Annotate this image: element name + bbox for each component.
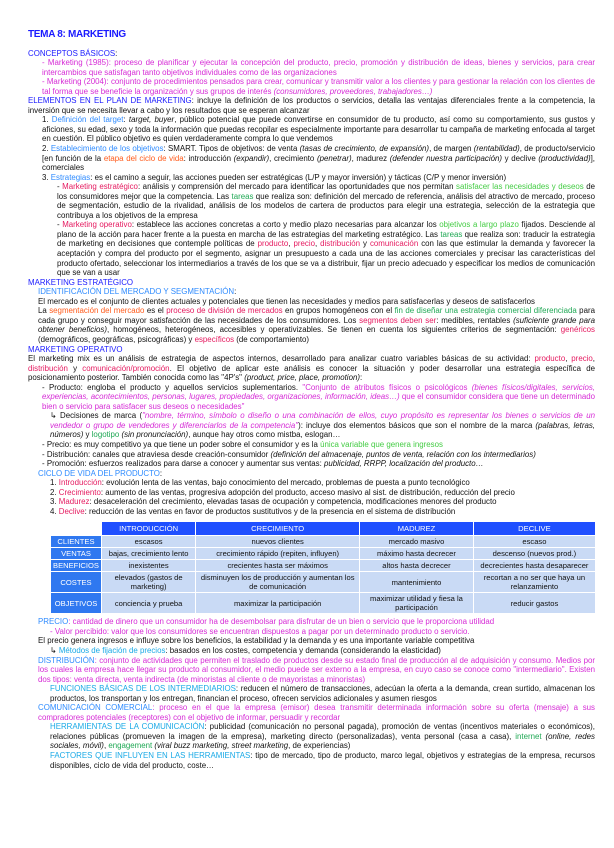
highlighted-text: CONCEPTOS BÁSICOS [28,48,116,58]
table-row-header: OBJETIVOS [51,593,101,613]
text-run: 4. [50,506,59,516]
text-run: : reducción de las ventas en favor de productos sustitutivos y de la presencia en el sistema de distribución [84,506,456,516]
text-run: - Producto: engloba el producto y aquellos servicios suplementarios. [42,382,303,392]
table-column-header: DECLIVE [474,522,595,535]
text-run: , [103,741,109,751]
table-cell: crecimiento rápido (repiten, influyen) [196,548,359,559]
text-run: (rentabilidad) [473,144,520,154]
text-run: 3. [50,497,59,507]
table-cell: escaso [474,536,595,547]
table-cell: elevados (gastos de marketing) [102,572,195,592]
paragraph [50,507,595,517]
highlighted-text: logotipo [91,430,120,440]
text-run: (online, redes sociales, móvil) [50,731,595,751]
table-cell: descenso (nuevos prod.) [474,548,595,559]
text-run: que realiza son: traducir la estrategia de marketing en decisiones que contemple políticas de [57,229,595,249]
paragraph [50,497,595,507]
highlighted-text: Marketing operativo [62,220,132,230]
text-run: : [123,115,129,125]
paragraph [50,751,595,770]
text-run: (defender nuestra participación) [389,153,503,163]
text-run: 3. [42,172,51,182]
text-run: (penetrar) [316,153,352,163]
text-run: : medibles, rentables [436,315,514,325]
text-run: y [83,430,92,440]
text-run: , aunque hay otros como mistba, eslogan… [188,430,341,440]
paragraph [57,182,595,220]
text-run: : [359,373,363,383]
highlighted-text: proceso de división de mercados [166,306,283,316]
text-run: . El objetivo de aplicar este análisis es conocer la situación y poder desarrollar una estrategia específica de posicionamiento posterior. También conocida como las "4P's" [28,363,595,383]
paragraph [42,77,595,96]
text-run: El precio genera ingresos e influye sobre los beneficios, la estabilidad y la demanda y es una importante variable competitiva [38,636,475,646]
text-run: (suficiente grande para obtener beneficios) [38,315,596,335]
paragraph [38,617,595,627]
text-run: y declive [502,153,539,163]
table-cell: maximizar la participación [196,593,359,613]
text-run: para cada grupo y conseguir mayor satisfacción de las necesidades de los consumidores. Los [38,306,595,325]
text-run: - [57,182,63,192]
document-title: TEMA 8: MARKETING [28,29,126,40]
text-run: El mercado es el conjunto de clientes actuales y potenciales que tienen las necesidades y medios para satisfacerlas y deseos de satisfacerlos [38,296,535,306]
text-run: : desaceleración del crecimiento, elevadas tasas de ocupación y competencia, modificaciones menores del producto [89,497,497,507]
highlighted-text: PRECIO [38,617,69,627]
paragraph [38,287,595,297]
table-cell: máximo hasta decrecer [360,548,473,559]
highlighted-text: "Conjunto de atributos físicos o psicológicos [302,382,472,392]
text-run: ↳ [50,645,59,655]
highlighted-text: única variable que genera ingresos [320,439,443,449]
text-run: , crecimiento [269,153,317,163]
highlighted-text: específicos [194,334,235,344]
table-cell: bajas, crecimiento lento [102,548,195,559]
table-column-header: CRECIMIENTO [196,522,359,535]
highlighted-text: ELEMENTOS EN EL PLAN DE MARKETING [28,96,192,106]
text-run: : [234,287,237,297]
text-run: - Distribución: canales que atraviesa desde creación-consumidor [42,449,271,459]
text-run: (tasas de crecimiento, de expansión) [299,144,430,154]
text-run: - [57,220,63,230]
paragraph [38,297,595,307]
text-run: , de experiencias) [288,741,351,751]
text-run: de los consumidores mejor que la competencia. Las [57,182,595,201]
table-column-header: INTRODUCCIÓN [102,522,195,535]
highlighted-text: (consumidores, proveedores, trabajadores…) [273,86,433,96]
paragraph [38,636,595,646]
text-run: que realiza son: definición del mercado de referencia, análisis del atractivo de mercado, proceso de segmentación, estudio de la rivalidad, análisis de los modelos de cartera de productos para elegir una estrategia, selección de la estrategia que contribuya a los objetivos de la empresa [57,191,595,220]
highlighted-text: Métodos de fijación de precios [58,645,166,655]
paragraph [42,173,595,183]
highlighted-text: - Valor percibido: valor que los consumidores se encuentran dispuestos a pagar por un determinado producto o servicio. [50,626,470,636]
highlighted-text: - Marketing (1985): proceso de planificar y ejecutar la concepción del producto, precio, promoción y distribución de ideas, bienes y servicios, para crear intercambios que satisfagan tanto objetivos individuales como de las organizaciones [42,58,595,77]
table-cell: mantenimiento [360,572,473,592]
highlighted-text: : cantidad de dinero que un consumidor ha de desembolsar para disfrutar de un bien o servicio que le proporciona utilidad [68,617,495,627]
table-row [51,548,595,559]
highlighted-text: Madurez [58,497,90,507]
paragraph [28,96,595,115]
highlighted-text: FACTORES QUE INFLUYEN EN LAS HERRAMIENTAS [50,751,251,760]
text-run: (productividad) [538,153,591,163]
highlighted-text: distribución [320,239,361,249]
text-run: 2. [50,487,59,497]
text-run: : [115,48,118,58]
highlighted-text: segmentación del mercado [49,306,145,316]
text-run: es el [144,306,167,316]
text-run: 1. [42,115,52,125]
text-run: : es el camino a seguir, las acciones pueden ser estratégicas (L/P y mayor inversión) y tácticas (C/P y menor inversión) [90,172,507,182]
paragraph [28,345,595,355]
text-run: ], comerciales [42,153,595,173]
highlighted-text: comunicación [369,239,419,249]
table-cell: inexistentes [102,560,195,571]
text-run: (expandir) [233,153,270,163]
paragraph [42,459,595,469]
text-run: La [38,306,50,316]
text-run: : [159,468,163,478]
table-column-header: MADUREZ [360,522,473,535]
table-cell: reducir gastos [474,593,595,613]
highlighted-text: Definición del target [51,115,124,125]
text-run: , madurez [351,153,390,163]
highlighted-text: Declive [58,506,85,516]
paragraph [42,115,595,144]
highlighted-text: Introducción [58,478,102,488]
table-cell: conciencia y prueba [102,593,195,613]
text-run: fijados. Desciende al plano de la acción para hacer frente a la puesta en marcha de las estrategias del marketing estratégico. Las [57,220,595,239]
paragraph [50,627,595,637]
table-cell: recortan a no ser que haya un relanzamiento [474,572,595,592]
highlighted-text: "nombre, término, símbolo o diseño o una combinación de ellos, cuyo propósito es representar los bienes o servicios de un vendedor o grupo de vendedores y diferenciarlos de la competencia" [50,411,595,430]
highlighted-text: : proceso en el que la empresa (emisor) desea transmitir determinada información sobre su oferta (mensaje) a sus compradores potenciales (receptores) con el objetivo de informar, persuadir y recordar [38,703,595,722]
paragraph [28,49,595,59]
paragraph [42,440,595,450]
highlighted-text: que el consumidor considera que tiene un determinado bien o servicio para satisfacer sus deseos o necesidades" [42,392,595,411]
paragraph [38,656,595,685]
highlighted-text: Crecimiento [58,487,101,497]
text-run: 2. [42,144,51,154]
text-run: - Precio: es muy competitivo ya que tiene un poder sobre el consumidor y es la [42,439,321,449]
text-run: : SMART. Tipos de objetivos: de venta [163,144,300,154]
highlighted-text: - Marketing (2004): conjunto de procedimientos pensados para crear, comunicar y transmitir valor a los clientes y para gestionar la relación con los clientes de tal forma que se beneficie la organización y sus grupos de interés [42,77,595,96]
highlighted-text: FUNCIONES BÁSICAS DE LOS INTERMEDIARIOS [50,684,236,694]
text-run: : introducción [183,153,234,163]
paragraph [42,450,595,460]
paragraph [38,703,595,722]
paragraph [50,488,595,498]
table-row-header: BENEFICIOS [53,561,99,571]
paragraph [50,646,595,656]
paragraph [38,469,595,479]
highlighted-text: precio [571,354,593,364]
highlighted-text: producto [534,354,566,364]
paragraph [50,478,595,488]
table-row-header: COSTES [51,572,101,592]
section-after-table [28,617,595,770]
highlighted-text: genéricos [560,325,595,335]
paragraph [50,684,595,703]
highlighted-text: segmentos deben ser [359,315,437,325]
text-run: publicidad, RRPP, localización del producto… [324,459,484,469]
table-row [51,593,595,613]
text-run: , [592,354,595,364]
text-run: : incluye la definición de los productos o servicios, detalla las ventajas diferenciales frente a la competencia, la inversión que se necesita llevar a cabo y los resultados que se esperan alcanzar [28,96,595,115]
paragraph [42,58,595,77]
highlighted-text: fin de diseñar una estrategia comercial diferenciada [394,306,577,316]
table-cell: mercado masivo [360,536,473,547]
text-run: (viral buzz marketing, street marketing [154,741,289,751]
highlighted-text: MARKETING OPERATIVO [28,344,123,354]
highlighted-text: CICLO DE VIDA DEL PRODUCTO [38,468,160,478]
text-run: : aumento de las ventas, progresiva adopción del producto, acceso masivo al sist. de distribución, reducción del precio [100,487,515,497]
highlighted-text: COMUNICACIÓN COMERCIAL [38,703,153,713]
text-run: 1. [50,478,59,488]
highlighted-text: Establecimiento de los objetivos [50,144,164,154]
highlighted-text: : conjunto de actividades que permiten el traslado de productos desde su estado final de producción al de adquisición y consumo. Medios por los cuales la empresa hace llegar su producto al consumidor, el medio puede ser externo a la empresa, en cuyo caso se conoce como "intermediario". Existen dos tipos: venta directa, venta indirecta (de minoristas al cliente o de mayoristas a minoristas) [38,655,595,684]
text-run: (product, price, place, promotion) [244,373,360,383]
table-cell: escasos [102,536,195,547]
table-cell: disminuyen los de producción y aumentan los de comunicación [196,572,359,592]
text-run: (definición del almacenaje, puntos de venta, relación con los intermediarios) [270,449,536,459]
paragraph [28,278,595,288]
highlighted-text: internet [515,731,542,741]
highlighted-text: (bienes físicos/digitales, servicios, experiencias, acontecimientos, personas, lugares, propiedades, organizaciones, información, ideas…) [42,382,595,402]
text-run: y [67,363,83,373]
highlighted-text: tareas [231,191,254,201]
text-run: y [360,239,370,249]
highlighted-text: Estrategias [50,172,91,182]
text-run: : publicidad (comunicación no personal pagada), promoción de ventas (incentivos materiales o económicos), relaciones públicas (promueven la imagen de la empresa), marketing directo (personalizadas), venta personal (casa a casa), [50,722,595,741]
text-run: : reducen el número de transacciones, adecúan la oferta a la demanda, crean surtido, almacenan los productos, los transportan y los entregan, financian el proceso, ofrecen servicios adicionales y asumen riesgos [50,684,595,703]
highlighted-text: engagement [108,741,153,751]
text-run: : establece las acciones concretas a corto y medio plazo necesarias para alcanzar los [131,220,440,230]
text-run: , de producto/servicio [en función de la [42,144,595,163]
highlighted-text: objetivos a largo plazo [439,220,519,230]
table-cell: decrecientes hasta desaparecer [474,560,595,571]
paragraph [42,144,595,173]
paragraph [50,411,595,440]
text-run: , homogéneos, heterogéneos, accesibles y operativizables. Se tienen en cuenta los siguientes criterios de segmentación: [106,325,561,335]
text-run: : basados en los costes, competencia y demanda (considerando la elasticidad) [165,645,441,655]
table-row [51,572,595,592]
product-life-cycle-table [50,521,596,614]
highlighted-text: tareas [440,229,463,239]
highlighted-text: satisfacer las necesidades y deseos [456,182,584,192]
text-run: , [288,239,294,249]
table-cell: nuevos clientes [196,536,359,547]
text-run: : tipo de mercado, tipo de producto, marco legal, objetivos y estrategias de la empresa, recursos disponibles, ciclo de vida del producto, coste… [50,751,596,770]
text-run: (demográficos, geográficas, psicográficas) y [38,334,195,344]
text-run: , de margen [429,144,474,154]
table-corner [51,522,101,535]
text-run: , público potencial que puede convertirse en consumidor de tu producto, así como su comportamiento, sus gustos y aficiones, su edad, sexo y toda la información que puedas recopilar es especialmente importante para desarrollar tu campaña de marketing enfocada al target en cuestión. El público objetivo es quien verdaderamente compra lo que vendemos [42,115,595,144]
highlighted-text: etapa del ciclo de vida [103,153,184,163]
paragraph [28,354,595,383]
text-run: ↳ Decisiones de marca ( [50,411,143,421]
highlighted-text: HERRAMIENTAS DE LA COMUNICACIÓN [50,722,205,732]
text-run: : análisis y comprensión del mercado para identificar las oportunidades que nos permitan [137,182,456,192]
table-cell: maximizar utilidad y fiesa la participación [360,593,473,613]
text-run: , [314,239,321,249]
table-cell: altos hasta decrecer [360,560,473,571]
text-run: : evolución lenta de las ventas, bajo conocimiento del mercado, problemas de puesta a punto tecnológico [101,478,470,488]
text-run: (sin pronunciación) [121,430,189,440]
table-row-header: VENTAS [51,548,101,559]
highlighted-text: producto [257,239,289,249]
text-run: target, buyer [128,115,175,125]
paragraph [50,722,595,751]
document-page [28,30,595,770]
table-header-row [51,522,595,535]
paragraph [42,383,595,412]
text-run: - Promoción: esfuerzos realizados para darse a conocer y aumentar sus ventas: [42,459,325,469]
text-run: (palabras, letras, números) [50,420,595,440]
table-row [51,536,595,547]
table-cell: crecientes hasta ser máximos [196,560,359,571]
text-run: El marketing mix es un análisis de estrategia de aspectos internos, desarrollado para analizar cuatro variables básicas de su actividad: [28,354,535,364]
paragraph [38,306,595,344]
text-run: ): incluye dos elementos básicos que son el nombre de la marca [298,420,536,430]
table-row-header: CLIENTES [51,536,101,547]
text-run: (de comportamiento) [234,334,310,344]
highlighted-text: comunicación/promoción [82,363,170,373]
section-before-table [28,49,595,517]
highlighted-text: IDENTIFICACIÓN DEL MERCADO Y SEGMENTACIÓN [38,287,235,297]
text-run: con las que estimular la demanda y favorecer la aceptación y compra del producto por el segmento, asignar un presupuesto a cada una de las acciones comerciales y precisar las características del producto ofertado, seleccionar los intermediarios a través de los que se va a distribuir, fijar un precio adecuado y especificar los medios de comunicación que se van a usar [57,239,595,278]
highlighted-text: distribución [28,363,68,373]
text-run: en grupos homogéneos con el [282,306,395,316]
table-row [51,560,595,571]
highlighted-text: DISTRIBUCIÓN [38,655,95,665]
text-run: , [565,354,572,364]
highlighted-text: MARKETING ESTRATÉGICO [28,277,134,287]
highlighted-text: precio [293,239,315,249]
paragraph [57,220,595,277]
highlighted-text: Marketing estratégico [62,182,138,192]
